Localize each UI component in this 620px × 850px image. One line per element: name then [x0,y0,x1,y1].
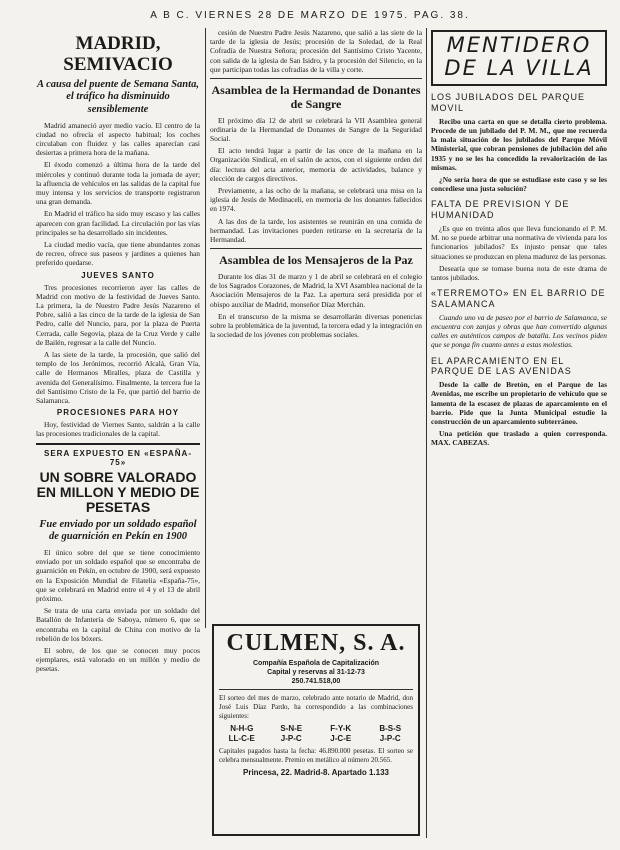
article-paragraph: El único sobre del que se tiene conocimiento enviado por un soldado español que se encontraba de guarnición en Pekín, en octubre de 1900, será expuesto en la Exposición Mundial de Filatelia «España-75», que se celebrará en Madrid entre el 4 y el 13 de abril próximo. [36,548,200,604]
article-paragraph: Tres procesiones recorrieron ayer las calles de Madrid con motivo de la festividad de Jueves Santo. La primera, la de Nuestro Padre Jesús Nazareno el Pobre, salió a las cinco de la tarde de la iglesia de San Pedro, calle del Nuncio, para, por la plaza de Puerta Cerrada, calle Segovia, plaza de la Cruz Verde y calle de Bailén, regresar a la calle del Nuncio. [36,282,200,347]
ad-company-name: CULMEN, S. A. [226,630,406,656]
draw-code: J-P-C [280,734,302,744]
draw-code: J-C-E [330,734,352,744]
ad-body: Capitales pagados hasta la fecha: 46.890.000 pesetas. El sorteo se celebra mensualmente. Premio en metálico al número 20.565. [219,747,413,765]
subhead-sobre: Fue enviado por un soldado español de guarnición en Pekín en 1900 [39,518,197,543]
article-paragraph: El sobre, de los que se conocen muy pocos ejemplares, está valorado en un millón y medio de pesetas. [36,646,200,674]
article-paragraph: La ciudad medio vacía, que tiene abundantes zonas de recreo, ofrece sus paseos y jardines a quienes han preferido quedarse. [36,240,200,268]
article-paragraph: Hoy, festividad de Viernes Santo, saldrán a la calle las procesiones tradicionales de la capital. [36,420,200,439]
article-paragraph: ¿Es que en treinta años que lleva funcionando el P. M. M. no se puede arbitrar una normativa de vivienda para los funcionarios jubilados? Es injusto pensar que tales situaciones se produzcan en plena madurez de las personas. [431,224,607,261]
column-2 [210,28,422,618]
article-paragraph: Cuando uno va de paseo por el barrio de Salamanca, se encuentra con zanjas y obras que han convertido algunas calles en auténticos campos de batalla. Los vecinos piden que se ponga fin cuanto antes a estas molestias. [431,312,607,350]
article-paragraph: Previamente, a las ocho de la mañana, se celebrará una misa en la iglesia de Jesús de Medinaceli, en memoria de los donantes fallecidos en 1974. [210,186,422,214]
section-heading: FALTA DE PREVISION Y DE HUMANIDAD [431,199,570,221]
section-heading: «TERREMOTO» EN EL BARRIO DE SALAMANCA [431,288,606,310]
headline-mensajeros: Asamblea de los Mensajeros de la Paz [219,253,413,268]
article-paragraph: A las dos de la tarde, los asistentes se reunirán en una comida de hermandad. Las invitaciones pueden retirarse en la secretaría de la Hermandad. [210,216,422,245]
article-paragraph: Una petición que traslado a quien corresponda. MAX. CABEZAS. [431,429,607,448]
section-procesiones: PROCESIONES PARA HOY [56,408,180,418]
column-1 [36,28,200,838]
article-paragraph: Se trata de una carta enviada por un soldado del Batallón de Infantería de Saboya, número 6, que se encontraba en la capital de China con motivo de la rebelión de los bóxers. [36,606,200,643]
ad-capital-amount: 250.741.518,00 [291,678,341,685]
ad-company-type: Compañía Española de Capitalización [252,660,380,667]
article-paragraph: Recibo una carta en que se detalla cierto problema. Procede de un jubilado del P. M. M., que me recuerda la mala situación de los jubilados del Parque Móvil Ministerial, que cobran pensiones de jubilación del año 1935 y no se les ha concedido la revalorización de las mismas. [431,116,607,172]
article-paragraph: Desde la calle de Bretón, en el Parque de las Avenidas, me escribe un propietario de vehículo que se lamenta de la escasez de plazas de aparcamiento en el barrio. Pide que la Junta Municipal estudie la construcción de un aparcamiento subterráneo. [431,380,607,427]
section-jueves-santo: JUEVES SANTO [81,270,155,280]
article-paragraph: Durante los días 31 de marzo y 1 de abril se celebrará en el colegio de los Sagrados Corazones, de Madrid, la XVI Asamblea nacional de la Asociación Mensajeros de la Paz. La apertura será presidida por el obispo auxiliar de Madrid, monseñor Díaz Merchán. [210,272,422,309]
draw-code: LL-C-E [228,734,255,744]
headline-donantes: Asamblea de la Hermandad de Donantes de Sangre [211,83,421,111]
masthead-line: DE LA VILLA [444,56,594,81]
ad-draw-codes [219,724,413,743]
draw-code: J-P-C [379,734,401,744]
ad-address: Princesa, 22. Madrid-8. Apartado 1.133 [243,767,389,777]
running-head: A B C. VIERNES 28 DE MARZO DE 1975. PAG. 38. [150,10,470,21]
masthead-line: MENTIDERO [446,33,592,57]
culmen-advertisement [212,624,420,836]
draw-code: B-S-S [379,724,402,734]
divider [210,248,422,249]
draw-code: F-Y-K [330,724,352,734]
article-paragraph: En Madrid el tráfico ha sido muy escaso y las calles aparecen con gran facilidad. La circulación por las vías principales se ha desarrollado sin incidentes. [36,209,200,237]
section-heading: LOS JUBILADOS DEL PARQUE MOVIL [431,92,586,113]
ad-capital-label: Capital y reservas al 31-12-73 [267,669,365,676]
kicker-espana-75: SERA EXPUESTO EN «ESPAÑA-75» [44,448,192,467]
column-rule [426,28,427,838]
divider [210,78,422,79]
divider [219,689,413,690]
column-rule [205,28,206,628]
article-paragraph: En el transcurso de la misma se desarrollarán diversas ponencias sobre la problemática de la juventud, la tercera edad y la integración en la sociedad de los jóvenes con problemas sociales. [210,311,422,340]
article-paragraph: A las siete de la tarde, la procesión, que salió del templo de los Jerónimos, recorrió Alcalá, Gran Vía, calle de Hermanos Miralles, plaza de Castilla y avenida del Generalísimo. Finalmente, la tercera fue la del Santísimo Cristo de la Fe, que partió del barrio de Salamanca. [36,350,200,406]
article-paragraph: Madrid amaneció ayer medio vacío. El centro de la ciudad no ofrecía el aspecto habitual; los coches circulaban con fluidez y las calles aparecían casi desiertas a primera hora de la mañana. [36,120,200,158]
subhead-madrid: A causa del puente de Semana Santa, el tráfico ha disminuido sensiblemente [37,78,199,115]
article-paragraph: cesión de Nuestro Padre Jesús Nazareno, que salió a las siete de la tarde de la iglesia de Jesús; procesión de la Soledad, de la Real Cofradía de Nuestra Señora; procesión del Santísimo Cristo Yacente, con salida de la iglesia de San Isidro, y la procesión del Silencio, en la que participan todas las cofradías de la villa y corte. [210,28,422,74]
article-paragraph: ¿No sería hora de que se estudiase este caso y se les concediese una justa solución? [431,175,607,194]
article-paragraph: El acto tendrá lugar a partir de las once de la mañana en la Organización Sindical, en el salón de actos, con el siguiente orden del día: lectura del acta anterior, memoria de actividades, balance y elección de cargos directivos. [210,146,422,183]
section-heading: EL APARCAMIENTO EN EL PARQUE DE LAS AVENIDAS [431,355,572,377]
draw-code: N-H-G [230,724,254,734]
ad-body: El sorteo del mes de marzo, celebrado ante notario de Madrid, don José Luis Díaz Pardo, ha correspondido a las combinaciones siguientes: [219,694,413,720]
article-paragraph: El próximo día 12 de abril se celebrará la VII Asamblea general ordinaria de la Hermandad de Donantes de Sangre de la Seguridad Social. [210,115,422,144]
divider [36,443,200,445]
headline-sobre: UN SOBRE VALORADO EN MILLON Y MEDIO DE PESETAS [36,468,200,516]
mentidero-masthead [431,30,607,86]
headline-madrid: MADRID, SEMIVACIO [63,33,173,75]
article-paragraph: El éxodo comenzó a última hora de la tarde del miércoles y continuó durante toda la jornada de ayer; la afluencia de vehículos en las salidas de la capital fue muy intensa y los servicios de transporte registraron una gran demanda. [36,160,200,207]
article-paragraph: Desearía que se tomase buena nota de este drama de tantos jubilados. [431,263,607,283]
draw-code: S-N-E [280,724,303,734]
column-3 [431,28,607,838]
